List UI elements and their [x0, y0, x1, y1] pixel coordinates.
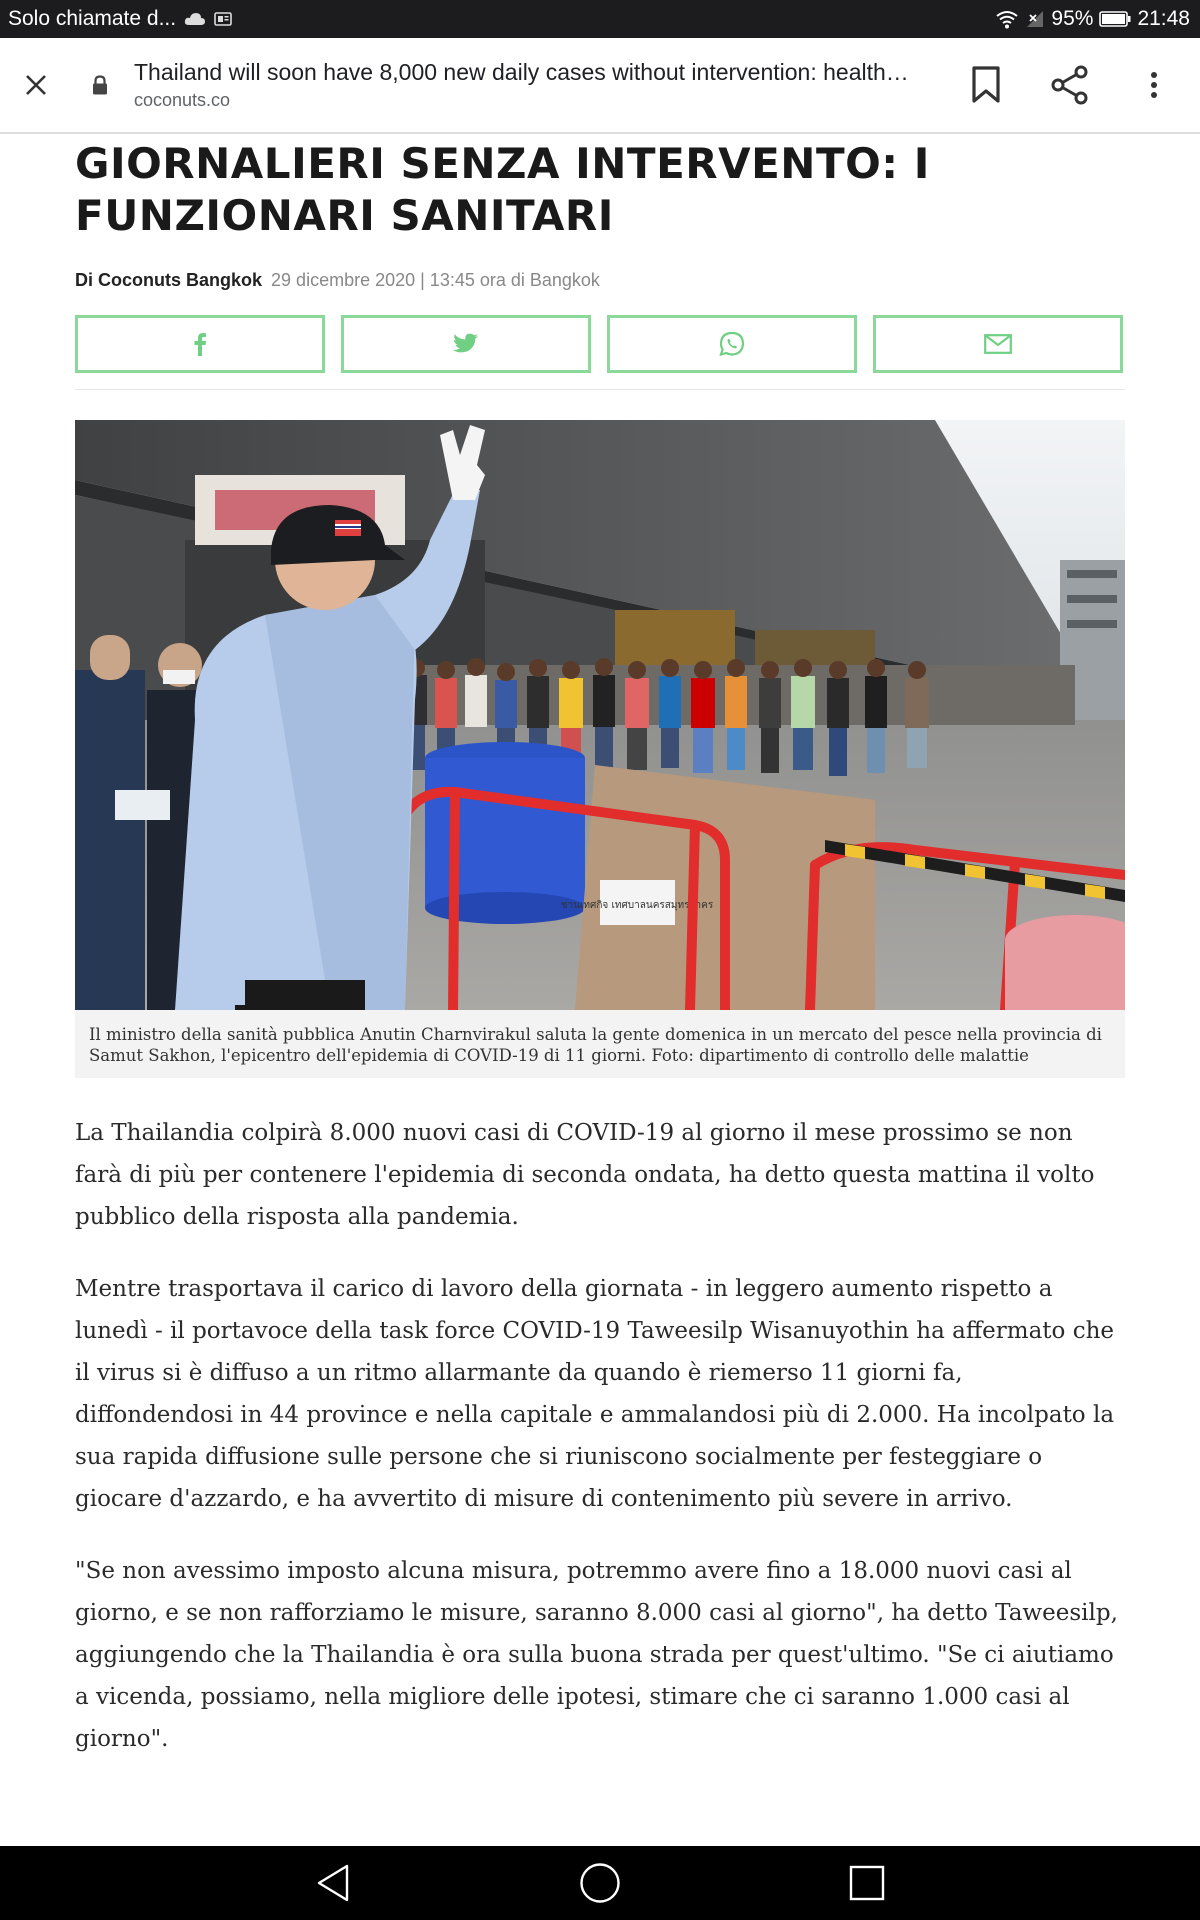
facebook-icon: [193, 332, 207, 356]
article-headline: GIORNALIERI SENZA INTERVENTO: I FUNZIONARI SANITARI: [75, 139, 930, 240]
photo-caption: Il ministro della sanità pubblica Anutin Charnvirakul saluta la gente domenica in un mercato del pesce nella provincia di Samut Sakhon, l'epicentro dell'epidemia di COVID-19 di 11 giorni. Foto: dipartimento di controllo delle malattie: [75, 1010, 1125, 1078]
article-photo[interactable]: [75, 420, 1125, 1010]
url-area[interactable]: [134, 59, 956, 111]
clock: 21:48: [1137, 7, 1190, 30]
page-domain: coconuts.co: [134, 90, 231, 110]
market-scene: [75, 420, 1125, 1010]
recents-square-icon: [849, 1865, 885, 1901]
home-nav-button[interactable]: [555, 1853, 645, 1913]
browser-toolbar: [0, 38, 1200, 134]
system-nav-bar: [0, 1846, 1200, 1920]
more-vert-icon: [1150, 71, 1158, 99]
wifi-icon: [995, 9, 1019, 29]
battery-icon: [1099, 10, 1131, 28]
twitter-icon: [453, 333, 479, 355]
close-button[interactable]: [0, 37, 72, 133]
share-button[interactable]: [1040, 55, 1100, 115]
byline: [75, 270, 1125, 291]
signal-icon: [1025, 9, 1045, 29]
close-icon: [24, 73, 48, 97]
cloud-icon: [184, 12, 206, 26]
share-icon: [1050, 65, 1090, 105]
share-twitter-button[interactable]: [341, 315, 591, 373]
back-triangle-icon: [315, 1863, 351, 1903]
page-title: Thailand will soon have 8,000 new daily cases without intervention: health…: [134, 59, 909, 85]
home-circle-icon: [579, 1862, 621, 1904]
article-date: 29 dicembre 2020 | 13:45 ora di Bangkok: [271, 270, 600, 290]
back-nav-button[interactable]: [288, 1853, 378, 1913]
share-whatsapp-button[interactable]: [607, 315, 857, 373]
notification-text: Solo chiamate d...: [8, 7, 177, 30]
article-body: [75, 1112, 1125, 1760]
share-email-button[interactable]: [873, 315, 1123, 373]
bookmark-button[interactable]: [956, 55, 1016, 115]
article-paragraph: Mentre trasportava il carico di lavoro della giornata - in leggero aumento rispetto a lunedì - il portavoce della task force COVID-19 Taweesilp Wisanuyothin ha affermato che il virus si è diffuso a un ritmo allarmante da quando è riemerso 11 giorni fa, diffondendosi in 44 province e nella capitale e ammalandosi più di 2.000. Ha incolpato la sua rapida diffusione sulle persone che si riuniscono socialmente per festeggiare o giocare d'azzardo, e ha avvertito di misure di contenimento più severe in arrivo.: [75, 1276, 1115, 1512]
more-options-button[interactable]: [1124, 55, 1184, 115]
status-bar: [0, 0, 1200, 38]
article-author[interactable]: Di Coconuts Bangkok: [75, 270, 263, 290]
lock-icon: [84, 75, 116, 95]
email-icon: [984, 334, 1012, 354]
battery-percent: 95%: [1051, 7, 1094, 30]
recents-nav-button[interactable]: [822, 1853, 912, 1913]
share-buttons: [75, 315, 1125, 390]
article: [75, 134, 1125, 1790]
article-paragraph: La Thailandia colpirà 8.000 nuovi casi di COVID-19 al giorno il mese prossimo se non farà di più per contenere l'epidemia di seconda ondata, ha detto questa mattina il volto pubblico della risposta alla pandemia.: [75, 1120, 1095, 1230]
sim-icon: [214, 12, 232, 26]
bookmark-icon: [971, 66, 1001, 104]
share-facebook-button[interactable]: [75, 315, 325, 373]
whatsapp-icon: [719, 331, 745, 357]
article-paragraph: "Se non avessimo imposto alcuna misura, potremmo avere fino a 18.000 nuovi casi al giorno, e se non rafforziamo le misure, saranno 8.000 casi al giorno", ha detto Taweesilp, aggiungendo che la Thailandia è ora sulla buona strada per quest'ultimo. "Se ci aiutiamo a vicenda, possiamo, nella migliore delle ipotesi, stimare che ci saranno 1.000 casi al giorno".: [75, 1558, 1118, 1752]
photo-sign: ชานเทศกิจ เทศบาลนครสมุทรสาคร: [560, 900, 714, 911]
